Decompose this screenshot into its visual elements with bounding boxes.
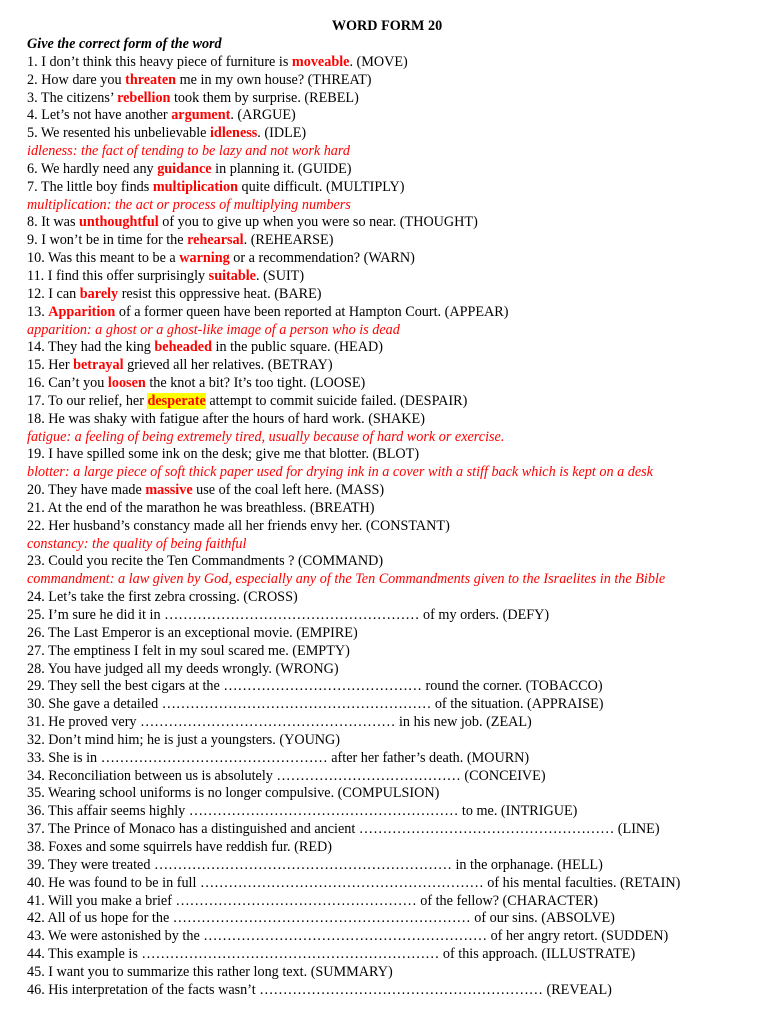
exercise-item — [27, 696, 747, 714]
item-text-before: 2. How dare you — [27, 71, 126, 88]
exercise-item — [27, 589, 747, 607]
exercise-item — [27, 839, 747, 857]
item-text-before: 35. Wearing school uniforms is no longer compulsive. (COMPULSION) — [27, 785, 440, 802]
item-text-before: 38. Foxes and some squirrels have reddish fur. (RED) — [27, 838, 332, 855]
item-text-before: 42. All of us hope for the ……………………………………………………… of our sins. (ABSOLVE) — [27, 910, 615, 927]
exercise-item — [27, 54, 747, 72]
item-text-before: 22. Her husband’s constancy made all her friends envy her. (CONSTANT) — [27, 517, 450, 534]
item-text-before: 17. To our relief, her — [27, 392, 148, 409]
exercise-item — [27, 875, 747, 893]
exercise-item — [27, 714, 747, 732]
exercise-item — [27, 72, 747, 90]
exercise-item — [27, 661, 747, 679]
item-text-after: attempt to commit suicide failed. (DESPAIR) — [205, 392, 468, 409]
item-text-after: of a former queen have been reported at Hampton Court. (APPEAR) — [115, 303, 509, 320]
exercise-item — [27, 411, 747, 429]
answer-word: warning — [179, 250, 230, 267]
exercise-item — [27, 803, 747, 821]
answer-word: unthoughtful — [79, 214, 159, 231]
exercise-item — [27, 625, 747, 643]
item-text-before: 25. I’m sure he did it in ……………………………………………… of my orders. (DEFY) — [27, 607, 550, 623]
exercise-item — [27, 339, 747, 357]
exercise-item — [27, 553, 747, 571]
exercise-item — [27, 286, 747, 304]
exercise-item — [27, 821, 747, 839]
item-text-before: 5. We resented his unbelievable — [27, 125, 210, 142]
exercise-item — [27, 179, 747, 197]
item-text-after: resist this oppressive heat. (BARE) — [118, 285, 322, 302]
item-text-before: 13. — [27, 303, 49, 320]
item-text-before: 10. Was this meant to be a — [27, 250, 180, 267]
exercise-item — [27, 607, 747, 625]
item-text-before: 40. He was found to be in full …………………………………………………… of his mental faculties. (RETAIN) — [27, 874, 681, 891]
item-text-after: the knot a bit? It’s too tight. (LOOSE) — [145, 375, 366, 392]
instruction-text: Give the correct form of the word — [27, 36, 222, 52]
definition-line: blotter: a large piece of soft thick paper used for drying ink in a cover with a stiff back which is kept on a desk — [27, 464, 653, 481]
item-text-before: 23. Could you recite the Ten Commandments ? (COMMAND) — [27, 553, 384, 570]
item-text-after: in planning it. (GUIDE) — [211, 160, 352, 177]
answer-word: betrayal — [73, 357, 124, 374]
item-text-before: 43. We were astonished by the …………………………………………………… of her angry retort. (SUDDEN) — [27, 928, 669, 945]
answer-word: guidance — [157, 160, 212, 177]
item-text-before: 15. Her — [27, 357, 74, 374]
definition-line: fatigue: a feeling of being extremely tired, usually because of hard work or exercise. — [27, 428, 505, 445]
worksheet-page — [27, 17, 747, 1000]
answer-word: desperate — [147, 392, 206, 409]
exercise-item — [27, 357, 747, 375]
exercise-item — [27, 857, 747, 875]
exercise-item — [27, 393, 747, 411]
exercise-item — [27, 768, 747, 786]
item-text-before: 29. They sell the best cigars at the …………………………………… round the corner. (TOBACCO) — [27, 678, 603, 695]
item-text-before: 12. I can — [27, 285, 80, 302]
exercise-item — [27, 910, 747, 928]
answer-word: argument — [171, 107, 231, 124]
item-text-after: me in my own house? (THREAT) — [176, 71, 372, 88]
answer-word: rehearsal — [187, 232, 244, 249]
item-text-before: 6. We hardly need any — [27, 160, 158, 177]
exercise-item — [27, 928, 747, 946]
item-text-before: 16. Can’t you — [27, 375, 108, 392]
item-text-before: 46. His interpretation of the facts wasn’t …………………………………………………… (REVEAL) — [27, 981, 612, 998]
item-text-before: 20. They have made — [27, 482, 146, 499]
exercise-item — [27, 500, 747, 518]
item-text-before: 44. This example is ……………………………………………………… of this approach. (ILLUSTRATE) — [27, 946, 636, 963]
item-text-before: 9. I won’t be in time for the — [27, 232, 188, 249]
item-text-before: 34. Reconciliation between us is absolutely ………………………………… (CONCEIVE) — [27, 767, 546, 784]
answer-word: moveable — [291, 53, 350, 70]
exercise-item — [27, 214, 747, 232]
item-text-before: 33. She is in ………………………………………… after her father’s death. (MOURN) — [27, 749, 530, 766]
item-text-after: grieved all her relatives. (BETRAY) — [123, 357, 333, 374]
answer-word: rebellion — [117, 89, 171, 106]
item-text-after: of you to give up when you were so near. (THOUGHT) — [158, 214, 478, 231]
exercise-item — [27, 446, 747, 464]
definition-line: apparition: a ghost or a ghost-like image of a person who is dead — [27, 321, 400, 338]
item-text-before: 8. It was — [27, 214, 80, 231]
exercise-item — [27, 893, 747, 911]
item-text-before: 7. The little boy finds — [27, 178, 153, 195]
item-text-before: 31. He proved very ……………………………………………… in his new job. (ZEAL) — [27, 714, 532, 731]
exercise-item — [27, 232, 747, 250]
item-text-after: use of the coal left here. (MASS) — [192, 482, 385, 499]
item-text-after: in the public square. (HEAD) — [211, 339, 383, 356]
item-text-before: 24. Let’s take the first zebra crossing. (CROSS) — [27, 589, 298, 606]
item-text-before: 32. Don’t mind him; he is just a youngsters. (YOUNG) — [27, 731, 341, 748]
exercise-item — [27, 785, 747, 803]
answer-word: suitable — [208, 267, 256, 284]
answer-word: barely — [79, 285, 119, 302]
exercise-item — [27, 964, 747, 982]
exercise-item — [27, 268, 747, 286]
exercise-item — [27, 161, 747, 179]
item-text-before: 19. I have spilled some ink on the desk; give me that blotter. (BLOT) — [27, 446, 420, 463]
item-text-after: . (REHEARSE) — [243, 232, 334, 249]
item-text-after: . (MOVE) — [349, 53, 408, 70]
item-text-before: 1. I don’t think this heavy piece of furniture is — [27, 53, 292, 70]
answer-word: threaten — [125, 71, 177, 88]
exercise-item — [27, 982, 747, 1000]
exercise-item — [27, 482, 747, 500]
item-text-before: 18. He was shaky with fatigue after the hours of hard work. (SHAKE) — [27, 410, 425, 427]
page-title: WORD FORM 20 — [331, 18, 443, 34]
exercise-item — [27, 732, 747, 750]
item-text-before: 37. The Prince of Monaco has a distinguished and ancient ……………………………………………… (LINE) — [27, 821, 660, 838]
definition-line: commandment: a law given by God, especially any of the Ten Commandments given to the Israelites in the Bible — [27, 571, 666, 588]
answer-word: idleness — [209, 125, 258, 142]
answer-word: loosen — [107, 375, 146, 392]
item-text-before: 27. The emptiness I felt in my soul scared me. (EMPTY) — [27, 642, 350, 659]
item-text-before: 14. They had the king — [27, 339, 155, 356]
exercise-item — [27, 107, 747, 125]
exercise-item — [27, 375, 747, 393]
item-text-before: 45. I want you to summarize this rather long text. (SUMMARY) — [27, 963, 393, 980]
item-text-before: 11. I find this offer surprisingly — [27, 267, 209, 284]
exercise-item — [27, 750, 747, 768]
item-text-before: 28. You have judged all my deeds wrongly. (WRONG) — [27, 660, 339, 677]
item-text-before: 30. She gave a detailed ………………………………………………… of the situation. (APPRAISE) — [27, 696, 604, 713]
exercise-item — [27, 125, 747, 143]
exercise-item — [27, 90, 747, 108]
answer-word: Apparition — [48, 303, 116, 320]
item-text-after: or a recommendation? (WARN) — [229, 250, 415, 267]
item-text-before: 36. This affair seems highly ………………………………………………… to me. (INTRIGUE) — [27, 803, 578, 820]
exercise-item — [27, 678, 747, 696]
definition-line: constancy: the quality of being faithful — [27, 535, 247, 552]
exercise-item — [27, 250, 747, 268]
definition-line: multiplication: the act or process of multiplying numbers — [27, 196, 351, 213]
item-text-before: 21. At the end of the marathon he was breathless. (BREATH) — [27, 499, 375, 516]
item-text-after: . (IDLE) — [257, 125, 307, 142]
item-text-before: 26. The Last Emperor is an exceptional movie. (EMPIRE) — [27, 624, 358, 641]
item-text-before: 41. Will you make a brief …………………………………………… of the fellow? (CHARACTER) — [27, 892, 598, 909]
item-text-after: . (ARGUE) — [230, 107, 296, 124]
answer-word: multiplication — [152, 178, 238, 195]
item-text-before: 3. The citizens’ — [27, 89, 118, 106]
exercise-item — [27, 518, 747, 536]
exercise-item — [27, 304, 747, 322]
item-text-before: 39. They were treated ……………………………………………………… in the orphanage. (HELL) — [27, 856, 603, 873]
definition-line: idleness: the fact of tending to be lazy and not work hard — [27, 143, 350, 160]
item-text-after: took them by surprise. (REBEL) — [170, 89, 359, 106]
answer-word: beheaded — [154, 339, 212, 356]
exercise-list — [27, 54, 747, 1000]
exercise-item — [27, 946, 747, 964]
item-text-after: quite difficult. (MULTIPLY) — [237, 178, 405, 195]
exercise-item — [27, 643, 747, 661]
answer-word: massive — [145, 482, 193, 499]
item-text-before: 4. Let’s not have another — [27, 107, 172, 124]
item-text-after: . (SUIT) — [255, 267, 305, 284]
